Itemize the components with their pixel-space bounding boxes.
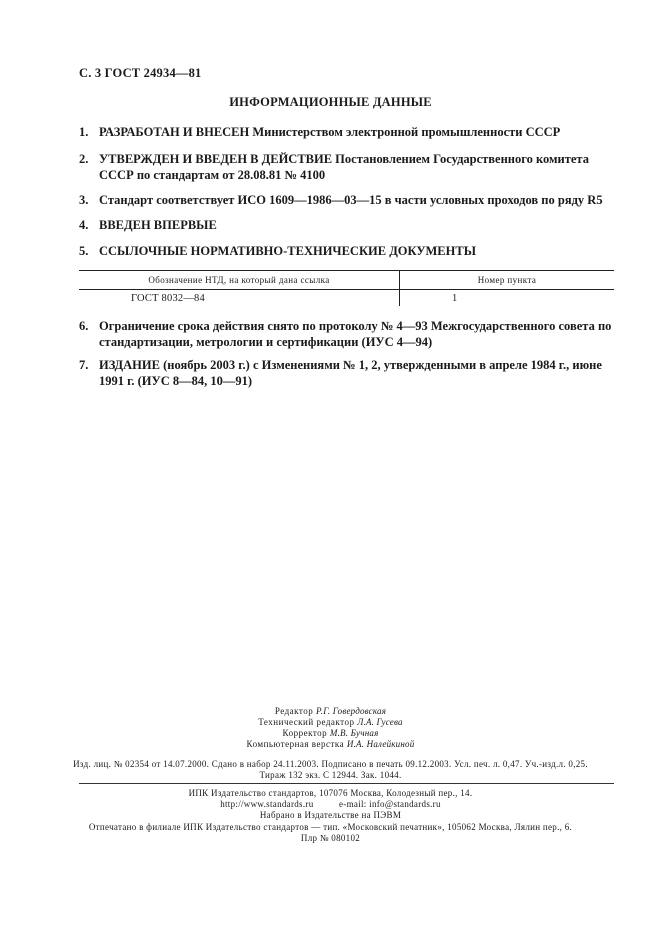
publisher-address: ИПК Издательство стандартов, 107076 Москва, Колодезный пер., 14.	[188, 788, 473, 798]
divider-rule	[79, 783, 614, 784]
reference-documents-table	[79, 270, 614, 306]
printing-note: Отпечатано в филиале ИПК Издательство стандартов — тип. «Московский печатник», 105062 Москва, Лялин пер., 6.	[88, 821, 573, 832]
item-number: 3.	[79, 193, 89, 207]
item-number: 4.	[79, 218, 89, 232]
cell-document: ГОСТ 8032—84	[79, 290, 400, 307]
credit-name: М.В. Бучная	[329, 728, 379, 738]
item-number: 1.	[79, 125, 89, 139]
item-text: ИЗДАНИЕ (ноябрь 2003 г.) с Изменениями № 1, 2, утвержденными в апреле 1984 г., июне 1991 г. (ИУС 8—84, 10—91)	[99, 358, 602, 388]
item-text: УТВЕРЖДЕН И ВВЕДЕН В ДЕЙСТВИЕ Постановлением Государственного комитета СССР по стандартам от 28.08.81 № 4100	[99, 152, 589, 182]
license-number: Плр № 080102	[300, 832, 361, 843]
imprint-line-2: Тираж 132 экз. С 12944. Зак. 1044.	[259, 770, 402, 780]
info-item-5	[79, 243, 619, 259]
credit-role: Технический редактор	[258, 717, 355, 727]
info-item-2	[79, 151, 619, 183]
credit-name: Л.А. Гусева	[357, 717, 403, 727]
page-header: С. 3 ГОСТ 24934—81	[79, 66, 202, 80]
info-item-3	[79, 192, 619, 208]
item-text: ВВЕДЕН ВПЕРВЫЕ	[99, 218, 217, 232]
item-number: 7.	[79, 358, 89, 372]
column-header-document: Обозначение НТД, на который дана ссылка	[79, 271, 400, 290]
table-row	[79, 290, 614, 307]
credit-role: Корректор	[282, 728, 328, 738]
email-link: e-mail: info@standards.ru	[339, 799, 441, 810]
document-title: ИНФОРМАЦИОННЫЕ ДАННЫЕ	[229, 95, 432, 109]
cell-clause: 1	[452, 292, 458, 304]
credit-line	[0, 717, 661, 728]
credit-line	[0, 706, 661, 717]
column-header-clause: Номер пункта	[400, 271, 615, 290]
credit-role: Редактор	[274, 706, 314, 716]
editorial-credits	[0, 706, 661, 750]
website-link: http://www.standards.ru	[220, 799, 314, 810]
credit-name: Р.Г. Говердовская	[316, 706, 387, 716]
item-text: Ограничение срока действия снято по протоколу № 4—93 Межгосударственного совета по стандартизации, метрологии и сертификации (ИУС 4—94)	[99, 319, 612, 349]
item-number: 2.	[79, 152, 89, 166]
credit-line	[0, 728, 661, 739]
credit-name: И.А. Налейкиной	[346, 739, 415, 749]
print-imprint	[0, 759, 661, 781]
info-item-6	[79, 318, 619, 350]
table-header-row	[79, 271, 614, 290]
item-text: РАЗРАБОТАН И ВНЕСЕН Министерством электронной промышленности СССР	[99, 125, 561, 139]
info-item-4	[79, 217, 619, 233]
publisher-info	[0, 788, 661, 844]
item-number: 6.	[79, 319, 89, 333]
typeset-note: Набрано в Издательстве на ПЭВМ	[259, 810, 402, 821]
item-text: Стандарт соответствует ИСО 1609—1986—03—15 в части условных проходов по ряду R5	[99, 193, 603, 207]
info-item-7	[79, 357, 619, 389]
credit-line	[0, 739, 661, 750]
publisher-contacts	[0, 799, 661, 810]
item-text: ССЫЛОЧНЫЕ НОРМАТИВНО-ТЕХНИЧЕСКИЕ ДОКУМЕНТЫ	[99, 244, 476, 258]
item-number: 5.	[79, 244, 89, 258]
info-item-1	[79, 124, 619, 140]
credit-role: Компьютерная верстка	[246, 739, 345, 749]
imprint-line-1: Изд. лиц. № 02354 от 14.07.2000. Сдано в набор 24.11.2003. Подписано в печать 09.12.2003. Усл. печ. л. 0,47. Уч.-изд.л. 0,25.	[73, 759, 588, 769]
